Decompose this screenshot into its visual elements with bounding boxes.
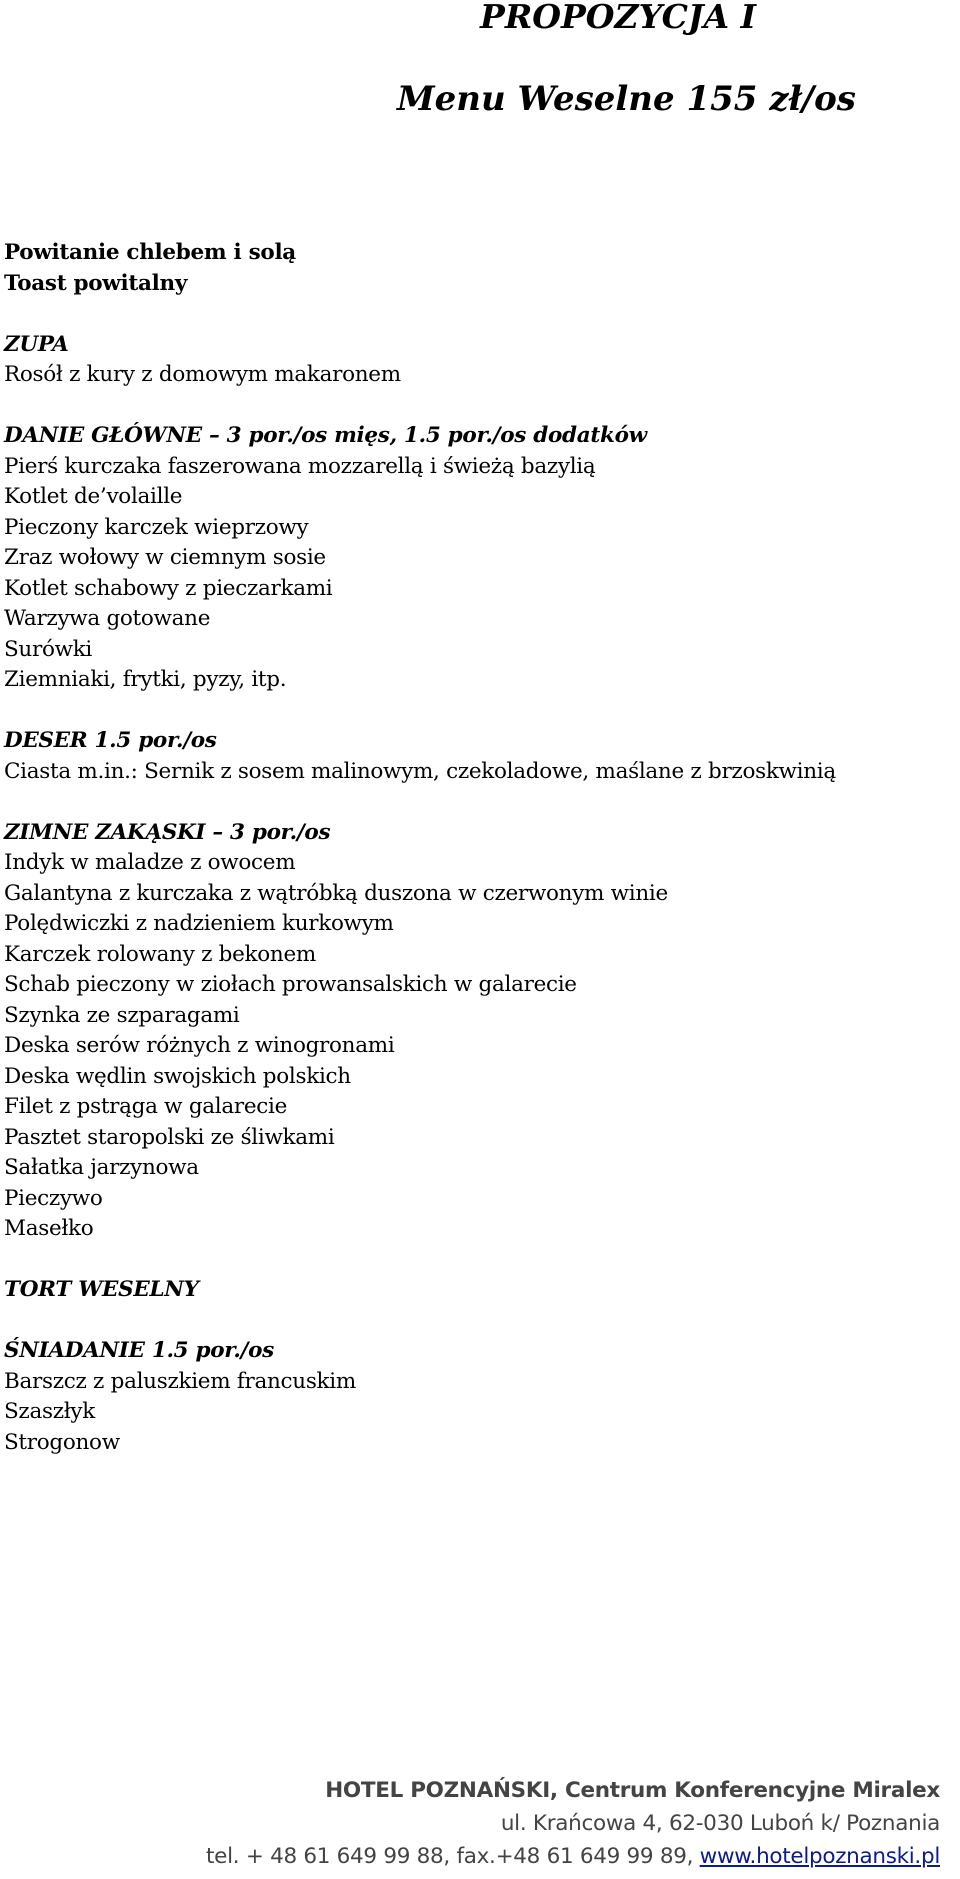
menu-item: Schab pieczony w ziołach prowansalskich w galarecie [4, 972, 577, 997]
menu-item: Polędwiczki z nadzieniem kurkowym [4, 911, 394, 936]
menu-item: Warzywa gotowane [4, 606, 211, 631]
menu-content [4, 238, 954, 1458]
menu-item: Strogonow [4, 1429, 120, 1455]
menu-item: Masełko [4, 1216, 94, 1241]
section-heading-breakfast: ŚNIADANIE 1.5 por./os [4, 1338, 274, 1363]
section-heading-cake: TORT WESELNY [4, 1277, 199, 1302]
menu-item: Kotlet de’volaille [4, 484, 183, 509]
hotel-contact [206, 1840, 940, 1873]
menu-item: Pieczywo [4, 1185, 103, 1211]
main-heading-text: DANIE GŁÓWNE – 3 por./os mięs, 1.5 por./os dodatków [4, 423, 647, 448]
menu-item: Deska wędlin swojskich polskich [4, 1063, 351, 1089]
menu-item: Galantyna z kurczaka z wątróbką duszona w czerwonym winie [4, 880, 668, 906]
menu-item: Szaszłyk [4, 1399, 95, 1424]
hotel-name: HOTEL POZNAŃSKI, Centrum Konferencyjne Miralex [325, 1778, 940, 1803]
menu-item: Ziemniaki, frytki, pyzy, itp. [4, 667, 287, 692]
menu-item: Surówki [4, 636, 93, 662]
contact-phones: tel. + 48 61 649 99 88, fax.+48 61 649 99 89, [206, 1844, 700, 1869]
menu-item: Sałatka jarzynowa [4, 1155, 199, 1180]
hotel-address: ul. Krańcowa 4, 62-030 Luboń k/ Poznania [500, 1811, 940, 1836]
website-link[interactable]: www.hotelpoznanski.pl [699, 1844, 940, 1869]
page-title: PROPOZYCJA I [480, 0, 757, 36]
section-heading-cold: ZIMNE ZAKĄSKI – 3 por./os [4, 819, 331, 845]
section-heading-dessert: DESER 1.5 por./os [4, 728, 217, 753]
menu-item: Pasztet staropolski ze śliwkami [4, 1124, 335, 1150]
menu-item: Pierś kurczaka faszerowana mozzarellą i świeżą bazylią [4, 453, 596, 479]
menu-item: Barszcz z paluszkiem francuskim [4, 1368, 356, 1394]
menu-item: Kotlet schabowy z pieczarkami [4, 575, 333, 601]
menu-item: Pieczony karczek wieprzowy [4, 514, 309, 540]
menu-item: Szynka ze szparagami [4, 1002, 240, 1028]
menu-item: Indyk w maladze z owocem [4, 850, 296, 875]
hotel-footer [206, 1774, 940, 1873]
menu-item: Filet z pstrąga w galarecie [4, 1094, 288, 1119]
page-subtitle: Menu Weselne 155 zł/os [397, 79, 856, 119]
menu-item: Deska serów różnych z winogronami [4, 1033, 395, 1058]
menu-item: Ciasta m.in.: Sernik z sosem malinowym, czekoladowe, maślane z brzoskwinią [4, 758, 836, 784]
menu-item: Rosół z kury z domowym makaronem [4, 362, 401, 387]
section-heading-soup: ZUPA [4, 331, 69, 357]
section-heading-main [4, 421, 954, 452]
welcome-line: Powitanie chlebem i solą [4, 240, 296, 265]
toast-line: Toast powitalny [4, 270, 188, 296]
menu-item: Zraz wołowy w ciemnym sosie [4, 545, 326, 570]
menu-item: Karczek rolowany z bekonem [4, 941, 316, 967]
